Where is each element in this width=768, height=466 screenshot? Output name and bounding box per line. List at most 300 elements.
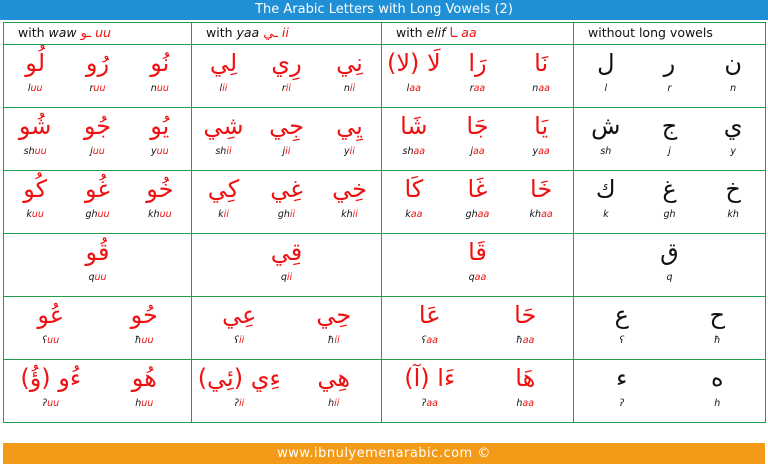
translit-consonant: r: [281, 83, 286, 94]
translit-vowel: uu: [92, 146, 105, 157]
cell-group: [192, 297, 381, 359]
cell-group: [192, 171, 381, 233]
transliteration: [470, 146, 484, 158]
letter-cell: [702, 108, 765, 158]
translit-consonant: sh: [402, 146, 414, 157]
transliteration: [344, 146, 355, 158]
letter-cell: [382, 108, 445, 158]
arabic-letter: عِي: [222, 301, 257, 329]
group-cell-elif: [382, 171, 574, 234]
letter-cell: [510, 108, 573, 158]
translit-consonant: q: [666, 272, 673, 283]
arabic-letter: ن: [724, 49, 742, 77]
translit-consonant: ʔ: [234, 398, 240, 409]
transliteration: [730, 83, 736, 95]
arabic-letter: ءُو (ؤُ): [20, 364, 82, 392]
group-cell-none: [574, 297, 766, 360]
transliteration: [85, 209, 109, 221]
cell-group: [4, 360, 191, 422]
translit-vowel: aa: [522, 398, 535, 409]
cell-group: [4, 45, 191, 107]
translit-vowel: aa: [410, 209, 423, 220]
cell-group: [192, 360, 381, 422]
group-cell-yaa: [192, 108, 382, 171]
group-cell-none: [574, 360, 766, 423]
transliteration: [407, 83, 421, 95]
group-cell-none: [574, 234, 766, 297]
arabic-letter: يُو: [150, 112, 170, 140]
translit-consonant: y: [730, 146, 736, 157]
arabic-letter: ل: [597, 49, 615, 77]
translit-consonant: q: [468, 272, 475, 283]
letter-cell: [20, 297, 82, 347]
translit-vowel: aa: [426, 335, 438, 346]
translit-vowel: ii: [349, 83, 356, 94]
letter-cell: [446, 171, 509, 221]
translit-vowel: uu: [141, 335, 154, 346]
transliteration: [90, 83, 106, 95]
transliteration: [730, 146, 736, 158]
letter-row: [4, 171, 766, 234]
letters-table: [3, 22, 766, 423]
translit-consonant: l: [219, 83, 223, 94]
letter-cell: [255, 45, 317, 95]
group-cell-waw: [4, 108, 192, 171]
arabic-letter: كُو: [23, 175, 48, 203]
translit-consonant: ħ: [134, 335, 142, 346]
translit-vowel: ii: [289, 209, 296, 220]
translit-vowel: ii: [239, 398, 245, 409]
letter-cell: [67, 234, 129, 284]
translit-vowel: aa: [477, 209, 490, 220]
transliteration: [516, 335, 534, 347]
transliteration: [469, 272, 487, 284]
arabic-letter: حُو: [130, 301, 158, 329]
translit-consonant: h: [714, 398, 721, 409]
translit-consonant: gh: [663, 209, 676, 220]
translit-vowel: uu: [30, 83, 43, 94]
translit-consonant: h: [328, 398, 335, 409]
translit-consonant: kh: [529, 209, 542, 220]
translit-consonant: sh: [215, 146, 227, 157]
letter-row: [4, 45, 766, 108]
letter-cell: [318, 171, 380, 221]
translit-vowel: uu: [141, 398, 154, 409]
arabic-letter: عُو: [37, 301, 65, 329]
group-cell-waw: [4, 360, 192, 423]
arabic-letter: ج: [661, 112, 678, 140]
arabic-letter: غُو: [85, 175, 110, 203]
arabic-letter: عَا: [418, 301, 441, 329]
translit-consonant: r: [469, 83, 474, 94]
cell-group: [382, 108, 573, 170]
cell-group: [574, 108, 765, 170]
arabic-letter: غَا: [467, 175, 488, 203]
group-cell-elif: [382, 234, 574, 297]
transliteration: [403, 146, 426, 158]
letter-cell: [67, 171, 129, 221]
translit-vowel: ii: [285, 83, 292, 94]
transliteration: [42, 335, 59, 347]
translit-vowel: ii: [334, 335, 340, 346]
header-yaa: with yaa ـي ii: [192, 23, 382, 45]
group-cell-waw: [4, 234, 192, 297]
page-title: The Arabic Letters with Long Vowels (2): [0, 0, 768, 20]
group-cell-elif: [382, 360, 574, 423]
letter-cell: [255, 171, 317, 221]
arabic-letter: رِي: [271, 49, 302, 77]
transliteration: [619, 398, 624, 410]
translit-vowel: aa: [522, 335, 535, 346]
transliteration: [328, 335, 340, 347]
transliteration: [151, 146, 169, 158]
footer-url: www.ibnulyemenarabic.com ©: [3, 443, 765, 464]
letter-cell: [638, 171, 701, 221]
transliteration: [344, 83, 355, 95]
group-cell-elif: [382, 297, 574, 360]
letter-cell: [129, 171, 191, 221]
translit-vowel: aa: [541, 209, 553, 220]
translit-vowel: uu: [47, 335, 60, 346]
arabic-letter: خُو: [146, 175, 174, 203]
letter-cell: [208, 297, 270, 347]
transliteration: [600, 146, 611, 158]
translit-vowel: ii: [223, 209, 229, 220]
cell-group: [192, 108, 381, 170]
transliteration: [532, 83, 550, 95]
group-cell-waw: [4, 171, 192, 234]
transliteration: [42, 398, 59, 410]
translit-consonant: ʕ: [421, 335, 427, 346]
cell-group: [4, 234, 191, 296]
translit-consonant: k: [405, 209, 411, 220]
header-elif: with elif ـا aa: [382, 23, 574, 45]
letter-cell: [590, 360, 653, 410]
arabic-letter: لَا (لا): [386, 49, 441, 77]
transliteration: [281, 272, 292, 284]
letter-cell: [590, 297, 653, 347]
translit-consonant: ʕ: [234, 335, 240, 346]
translit-consonant: k: [603, 209, 609, 220]
cell-group: [574, 45, 765, 107]
transliteration: [135, 335, 154, 347]
translit-consonant: j: [668, 146, 671, 157]
cell-group: [4, 171, 191, 233]
letter-cell: [446, 234, 509, 284]
cell-group: [574, 234, 765, 296]
arabic-letter: قِي: [270, 238, 303, 266]
translit-consonant: ʔ: [42, 398, 48, 409]
arabic-letter: ي: [723, 112, 743, 140]
translit-consonant: j: [282, 146, 286, 157]
letter-row: [4, 360, 766, 423]
letter-cell: [318, 108, 380, 158]
transliteration: [282, 83, 291, 95]
translit-vowel: uu: [156, 146, 169, 157]
letter-cell: [398, 297, 461, 347]
cell-group: [574, 171, 765, 233]
letter-cell: [686, 297, 749, 347]
translit-vowel: ii: [226, 146, 232, 157]
group-cell-yaa: [192, 234, 382, 297]
translit-consonant: k: [218, 209, 224, 220]
cell-group: [4, 108, 191, 170]
cell-group: [4, 297, 191, 359]
letter-cell: [67, 108, 129, 158]
translit-consonant: h: [135, 398, 142, 409]
arabic-letter: خ: [725, 175, 741, 203]
letter-cell: [4, 108, 66, 158]
translit-vowel: uu: [93, 83, 106, 94]
letter-row: [4, 108, 766, 171]
translit-vowel: aa: [413, 146, 426, 157]
cell-group: [382, 45, 573, 107]
arabic-letter: لُو: [25, 49, 46, 77]
letter-row: [4, 234, 766, 297]
translit-consonant: sh: [23, 146, 35, 157]
translit-consonant: y: [532, 146, 539, 157]
transliteration: [466, 209, 490, 221]
letter-cell: [574, 108, 637, 158]
transliteration: [470, 83, 486, 95]
translit-consonant: ħ: [327, 335, 335, 346]
translit-vowel: ii: [222, 83, 228, 94]
translit-vowel: uu: [47, 398, 60, 409]
arabic-letter: هِي: [317, 364, 351, 392]
letter-cell: [197, 360, 281, 410]
letter-cell: [510, 171, 573, 221]
transliteration: [283, 146, 291, 158]
group-cell-elif: [382, 108, 574, 171]
letter-cell: [510, 45, 573, 95]
letter-cell: [638, 234, 701, 284]
group-cell-waw: [4, 45, 192, 108]
translit-vowel: uu: [97, 209, 110, 220]
arabic-letter: لِي: [209, 49, 238, 77]
arabic-letter: ر: [663, 49, 676, 77]
letter-cell: [20, 360, 82, 410]
translit-vowel: ii: [239, 335, 245, 346]
transliteration: [421, 335, 438, 347]
transliteration: [28, 83, 43, 95]
letter-cell: [113, 360, 175, 410]
arabic-letter: شَا: [400, 112, 428, 140]
translit-consonant: gh: [85, 209, 98, 220]
translit-vowel: ii: [352, 209, 358, 220]
cell-group: [382, 234, 573, 296]
cell-group: [192, 45, 381, 107]
letter-cell: [255, 108, 317, 158]
arabic-letter: غِي: [270, 175, 303, 203]
translit-vowel: aa: [426, 398, 438, 409]
arabic-letter: ح: [709, 301, 725, 329]
arabic-letter: نَا: [534, 49, 549, 77]
translit-vowel: aa: [474, 272, 487, 283]
letter-cell: [494, 360, 557, 410]
transliteration: [668, 83, 672, 95]
translit-consonant: l: [406, 83, 410, 94]
translit-consonant: y: [344, 146, 350, 157]
translit-consonant: gh: [465, 209, 478, 220]
letter-cell: [494, 297, 557, 347]
translit-consonant: n: [532, 83, 539, 94]
transliteration: [234, 335, 244, 347]
cell-group: [382, 360, 573, 422]
letter-cell: [129, 108, 191, 158]
arabic-letter: هُو: [131, 364, 157, 392]
transliteration: [603, 209, 609, 221]
group-cell-yaa: [192, 297, 382, 360]
translit-consonant: j: [470, 146, 473, 157]
arabic-letter: ق: [660, 238, 679, 266]
translit-consonant: r: [89, 83, 94, 94]
arabic-letter: خَا: [530, 175, 553, 203]
arabic-letter: يَا: [534, 112, 549, 140]
translit-vowel: aa: [409, 83, 421, 94]
translit-consonant: q: [280, 272, 287, 283]
translit-consonant: ʕ: [619, 335, 625, 346]
translit-vowel: aa: [472, 146, 485, 157]
translit-consonant: h: [516, 398, 523, 409]
arabic-letter: هَا: [515, 364, 536, 392]
group-cell-yaa: [192, 45, 382, 108]
transliteration: [151, 83, 169, 95]
translit-vowel: uu: [31, 209, 44, 220]
letter-cell: [129, 45, 191, 95]
translit-consonant: r: [667, 83, 672, 94]
translit-vowel: aa: [538, 83, 550, 94]
translit-consonant: n: [343, 83, 350, 94]
translit-consonant: q: [88, 272, 95, 283]
translit-vowel: aa: [473, 83, 486, 94]
arabic-letter: حِي: [316, 301, 352, 329]
translit-consonant: n: [150, 83, 157, 94]
translit-consonant: sh: [600, 146, 612, 157]
transliteration: [90, 146, 105, 158]
letter-cell: [702, 171, 765, 221]
letter-cell: [192, 171, 254, 221]
group-cell-yaa: [192, 360, 382, 423]
translit-consonant: kh: [148, 209, 160, 220]
transliteration: [714, 398, 720, 410]
translit-vowel: uu: [156, 83, 169, 94]
transliteration: [532, 146, 549, 158]
transliteration: [148, 209, 172, 221]
translit-vowel: ii: [349, 146, 355, 157]
cell-group: [192, 234, 381, 296]
letter-cell: [702, 45, 765, 95]
transliteration: [341, 209, 358, 221]
arabic-letter: شُو: [18, 112, 52, 140]
transliteration: [727, 209, 739, 221]
letter-cell: [4, 171, 66, 221]
translit-consonant: kh: [727, 209, 739, 220]
transliteration: [218, 209, 229, 221]
letter-cell: [113, 297, 175, 347]
translit-consonant: ʔ: [619, 398, 625, 409]
translit-consonant: l: [604, 83, 608, 94]
arabic-letter: ش: [591, 112, 621, 140]
arabic-letter: ءِي (ئِي): [197, 364, 281, 392]
translit-consonant: l: [27, 83, 31, 94]
transliteration: [278, 209, 295, 221]
translit-consonant: j: [90, 146, 93, 157]
arabic-letter: ع: [614, 301, 629, 329]
letter-cell: [382, 45, 445, 95]
transliteration: [619, 335, 624, 347]
transliteration: [666, 272, 672, 284]
arabic-letter: ء: [616, 364, 628, 392]
translit-vowel: ii: [285, 146, 291, 157]
letter-cell: [67, 45, 129, 95]
letter-cell: [574, 45, 637, 95]
header-waw: with waw ـو uu: [4, 23, 192, 45]
arabic-letter: نُو: [150, 49, 170, 77]
letter-cell: [4, 45, 66, 95]
arabic-letter: جُو: [83, 112, 112, 140]
arabic-letter: كَا: [404, 175, 424, 203]
group-cell-none: [574, 45, 766, 108]
translit-vowel: ii: [286, 272, 293, 283]
letter-cell: [303, 360, 365, 410]
translit-consonant: y: [150, 146, 157, 157]
header-none: without long vowels: [574, 23, 766, 45]
translit-consonant: ħ: [713, 335, 721, 346]
letter-cell: [638, 108, 701, 158]
letter-cell: [638, 45, 701, 95]
arabic-letter: كِي: [207, 175, 240, 203]
group-cell-yaa: [192, 171, 382, 234]
transliteration: [605, 83, 608, 95]
transliteration: [26, 209, 44, 221]
arabic-letter: جِي: [269, 112, 304, 140]
transliteration: [714, 335, 721, 347]
translit-vowel: uu: [34, 146, 47, 157]
transliteration: [24, 146, 47, 158]
transliteration: [530, 209, 553, 221]
header-row: [4, 23, 766, 45]
transliteration: [234, 398, 244, 410]
arabic-letter: جَا: [466, 112, 489, 140]
group-cell-none: [574, 108, 766, 171]
group-cell-elif: [382, 45, 574, 108]
letter-cell: [686, 360, 749, 410]
arabic-letter: يِي: [336, 112, 363, 140]
transliteration: [668, 146, 671, 158]
letter-cell: [574, 171, 637, 221]
transliteration: [421, 398, 438, 410]
translit-vowel: uu: [94, 272, 107, 283]
transliteration: [215, 146, 231, 158]
letters-body: [4, 45, 766, 423]
arabic-letter: رَا: [468, 49, 487, 77]
letter-cell: [382, 171, 445, 221]
letter-row: [4, 297, 766, 360]
translit-consonant: n: [730, 83, 737, 94]
translit-consonant: kh: [341, 209, 353, 220]
arabic-letter: ه: [710, 364, 724, 392]
translit-vowel: uu: [159, 209, 172, 220]
transliteration: [88, 272, 106, 284]
translit-vowel: ii: [334, 398, 340, 409]
transliteration: [328, 398, 339, 410]
transliteration: [220, 83, 228, 95]
arabic-letter: قَا: [468, 238, 487, 266]
arabic-letter: نِي: [336, 49, 363, 77]
arabic-letter: ك: [595, 175, 616, 203]
letter-cell: [192, 45, 254, 95]
letter-cell: [398, 360, 461, 410]
